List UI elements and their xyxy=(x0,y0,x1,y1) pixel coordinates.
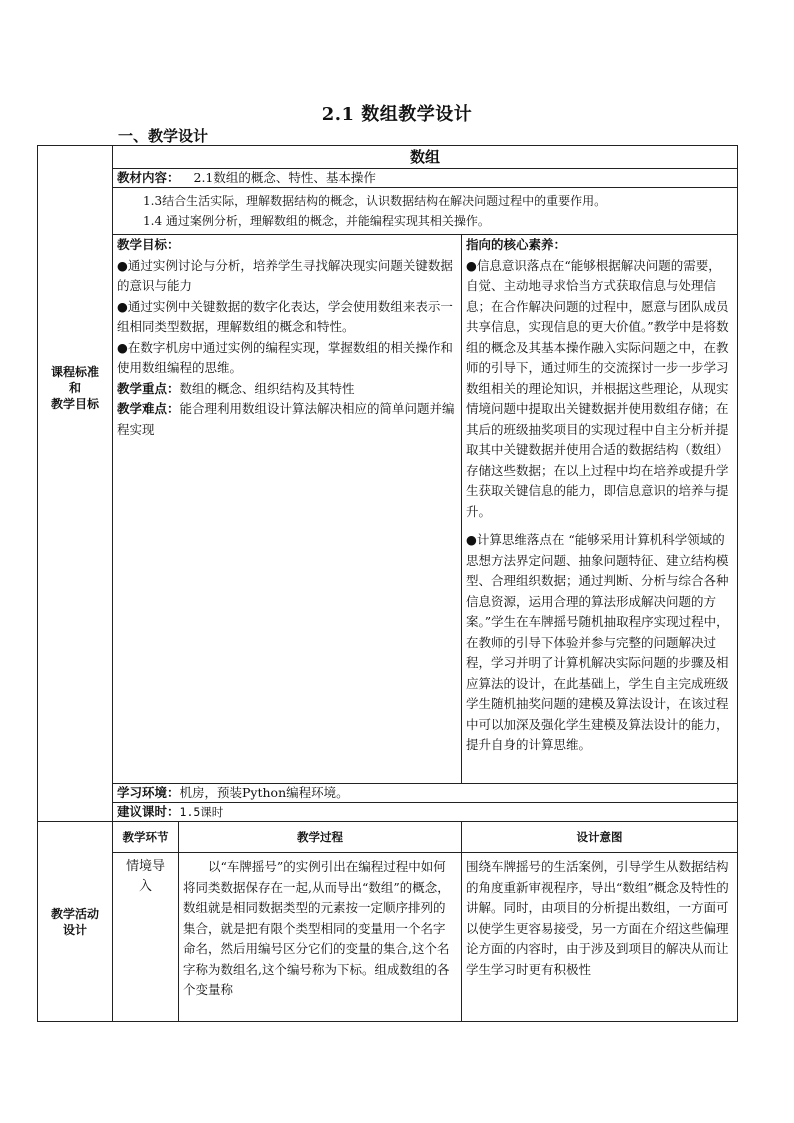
objectives-cell xyxy=(113,235,462,784)
literacy-label: 指向的核心素养： xyxy=(466,237,567,252)
activity-row xyxy=(38,853,738,1022)
page-title: 2.1 数组教学设计 xyxy=(321,104,473,125)
key-point-label: 教学重点： xyxy=(117,380,180,396)
difficult-point-label: 教学难点： xyxy=(117,401,180,416)
curriculum-label-line2: 和 xyxy=(68,380,81,395)
objective-item: ●通过实例讨论与分析，培养学生寻找解决现实问题关键数据的意识与能力 xyxy=(117,257,453,293)
topic-title: 数组 xyxy=(113,146,738,169)
activity-label-line1: 教学活动 xyxy=(50,906,99,921)
standard-item: 1.4 通过案例分析，理解数组的概念，并能编程实现其相关操作。 xyxy=(143,214,490,228)
curriculum-label-line1: 课程标准 xyxy=(50,364,99,379)
activity-process: 以“车牌摇号”的实例引出在编程过程中如何将同类数据保存在一起,从而导出“数组”的概念，数组就是相同数据类型的元素按一定顺序排列的集合，就是把有限个类型相同的变量用一个名字命名，然后用编号区分它们的变量的集合,这个名字称为数组名,这个编号称为下标。组成数组的各个变量称 xyxy=(179,853,462,1022)
environment-row xyxy=(38,784,738,803)
activity-phase: 情境导入 xyxy=(113,853,179,1022)
environment-value: 机房，预装Python编程环境。 xyxy=(179,785,349,800)
header-phase: 教学环节 xyxy=(113,822,179,853)
hours-row xyxy=(38,803,738,822)
hours-label: 建议课时： xyxy=(117,804,180,819)
textbook-row xyxy=(38,169,738,188)
environment-label: 学习环境： xyxy=(117,785,180,800)
difficult-point-value: 能合理利用数组设计算法解决相应的简单问题并编程实现 xyxy=(117,401,455,437)
header-intent: 设计意图 xyxy=(462,822,738,853)
objectives-row xyxy=(38,235,738,784)
objectives-label: 教学目标： xyxy=(117,237,180,252)
curriculum-label-cell xyxy=(38,146,113,822)
activity-label-cell xyxy=(38,822,113,1022)
textbook-value: 2.1数组的概念、特性、基本操作 xyxy=(193,170,376,185)
curriculum-label-line3: 教学目标 xyxy=(50,396,99,411)
activity-header-row xyxy=(38,822,738,853)
key-point-value: 数组的概念、组织结构及其特性 xyxy=(179,380,355,396)
header-process: 教学过程 xyxy=(179,822,462,853)
literacy-info-awareness: ●信息意识落点在“能够根据解决问题的需要，自觉、主动地寻求恰当方式获取信息与处理信息；在合作解决问题的过程中，愿意与团队成员共享信息，实现信息的更大价值。”教学中是将数组的概念及其基本操作融入实际问题之中，在教师的引导下，通过师生的交流探讨一步一步学习数组相关的理论知识，并根据这些理论，从现实情境问题中提取出关键数据并使用数组存储；在其后的班级抽奖项目的实现过程中自主分析并提取其中关键数据并使用合适的数据结构（数组）存储这些数据；在以上过程中均在培养或提升学生获取关键信息的能力，即信息意识的培养与提升。 xyxy=(466,257,729,519)
hours-value: 1.5课时 xyxy=(179,805,224,819)
section-heading: 一、教学设计 xyxy=(118,127,209,145)
standard-item: 1.3结合生活实际，理解数据结构的概念，认识数据结构在解决问题过程中的重要作用。 xyxy=(143,194,607,208)
lesson-design-table xyxy=(37,145,738,1022)
textbook-label: 教材内容： xyxy=(117,170,180,185)
literacy-computational-thinking: ●计算思维落点在 “能够采用计算机科学领域的思想方法界定问题、抽象问题特征、建立结构模型、合理组织数据；通过判断、分析与综合各种信息资源，运用合理的算法形成解决问题的方案。”学生在车牌摇号随机抽取程序实现过程中，在教师的引导下体验并参与完整的问题解决过程，学习并明了计算机解决实际问题的步骤及相应算法的设计，在此基础上，学生自主完成班级学生随机抽奖问题的建模及算法设计，在该过程中可以加深及强化学生建模及算法设计的能力，提升自身的计算思维。 xyxy=(466,532,729,752)
standards-row xyxy=(38,188,738,235)
literacy-cell xyxy=(462,235,738,784)
topic-row xyxy=(38,146,738,169)
objective-item: ●在数字机房中通过实例的编程实现，掌握数组的相关操作和使用数组编程的思维。 xyxy=(117,339,453,375)
activity-label-line2: 设计 xyxy=(62,922,87,937)
objective-item: ●通过实例中关键数据的数字化表达，学会使用数组来表示一组相同类型数据，理解数组的概念和特性。 xyxy=(117,298,453,334)
activity-intent: 围绕车牌摇号的生活案例，引导学生从数据结构的角度重新审视程序，导出“数组”概念及特性的讲解。同时，由项目的分析提出数组，一方面可以使学生更容易接受，另一方面在介绍这些偏理论方面的内容时，由于涉及到项目的解决从而让学生学习时更有积极性 xyxy=(462,853,738,1022)
